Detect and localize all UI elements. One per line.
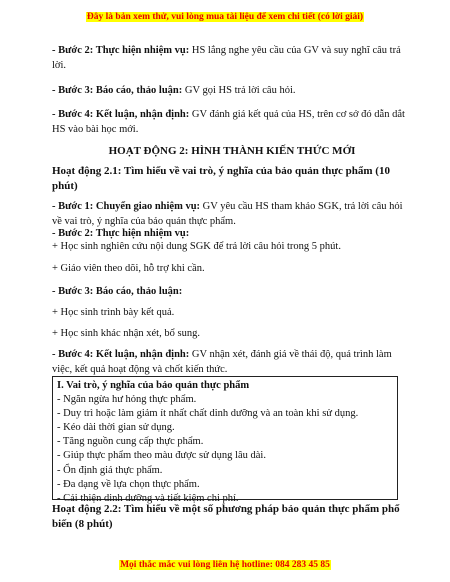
paragraph-step4-intro bbox=[52, 108, 412, 137]
footer-notice bbox=[0, 560, 450, 570]
step-label: - Bước 4: Kết luận, nhận định: bbox=[52, 349, 190, 360]
step-text: GV gọi HS trả lời câu hỏi. bbox=[182, 85, 296, 96]
step-label: - Bước 1: Chuyển giao nhiệm vụ: bbox=[52, 201, 201, 212]
summary-box-title: I. Vai trò, ý nghĩa của bảo quản thực phẩm bbox=[57, 380, 250, 391]
list-item: - Tăng nguồn cung cấp thực phẩm. bbox=[57, 436, 204, 448]
paragraph-step4 bbox=[52, 348, 412, 377]
header-notice bbox=[0, 12, 450, 22]
list-item: - Ngăn ngừa hư hỏng thực phẩm. bbox=[57, 394, 197, 406]
list-item: - Kéo dài thời gian sử dụng. bbox=[57, 422, 175, 434]
summary-box bbox=[52, 376, 398, 504]
list-item: - Đa dạng về lựa chọn thực phẩm. bbox=[57, 478, 200, 490]
list-item: - Giúp thực phẩm theo màu được sử dụng lâu dài. bbox=[57, 450, 266, 462]
step-text: GV đánh giá kết quả của HS, trên cơ sở đó dẫn dắt HS vào bài học mới. bbox=[52, 109, 405, 135]
step2-student-line: + Học sinh nghiên cứu nội dung SGK để trả lời câu hỏi trong 5 phút. bbox=[52, 241, 341, 252]
step2-teacher-line: + Giáo viên theo dõi, hỗ trợ khi cần. bbox=[52, 263, 205, 274]
activity-2-1-heading: Hoạt động 2.1: Tìm hiểu về vai trò, ý nghĩa của bảo quản thực phẩm (10 phút) bbox=[52, 165, 390, 192]
list-item: - Cải thiện dinh dưỡng và tiết kiệm chi phí. bbox=[57, 492, 239, 504]
step-text: GV yêu cầu HS tham khảo SGK, trả lời câu hỏi về vai trò, ý nghĩa của bảo quản thực phẩm. bbox=[52, 201, 403, 227]
header-notice-text: Đây là bản xem thử, vui lòng mua tài liệu để xem chi tiết (có lời giải) bbox=[86, 12, 364, 22]
footer-notice-text: Mọi thắc mắc vui lòng liên hệ hotline: 084 283 45 85 bbox=[120, 560, 330, 570]
list-item: - Ổn định giá thực phẩm. bbox=[57, 464, 163, 476]
activity-2-2-heading: Hoạt động 2.2: Tìm hiểu về một số phương pháp bảo quản thực phẩm phổ biến (8 phút) bbox=[52, 503, 400, 530]
paragraph-step1 bbox=[52, 200, 412, 229]
step-label: - Bước 3: Báo cáo, thảo luận: bbox=[52, 85, 183, 96]
section-title: HOẠT ĐỘNG 2: HÌNH THÀNH KIẾN THỨC MỚI bbox=[108, 145, 356, 157]
step-label: - Bước 2: Thực hiện nhiệm vụ: bbox=[52, 45, 190, 56]
step3-heading: - Bước 3: Báo cáo, thảo luận: bbox=[52, 286, 183, 297]
step-label: - Bước 4: Kết luận, nhận định: bbox=[52, 109, 190, 120]
step-text: GV nhận xét, đánh giá về thái độ, quá trình làm việc, kết quả hoạt động và chốt kiến thức. bbox=[52, 349, 392, 375]
paragraph-step2-intro bbox=[52, 44, 412, 73]
step3-line-2: + Học sinh khác nhận xét, bổ sung. bbox=[52, 328, 200, 339]
step2-heading: - Bước 2: Thực hiện nhiệm vụ: bbox=[52, 228, 190, 239]
step-text: HS lắng nghe yêu cầu của GV và suy nghĩ câu trả lời. bbox=[52, 45, 401, 71]
paragraph-step3-intro bbox=[52, 84, 412, 99]
list-item: - Duy trì hoặc làm giảm ít nhất chất dinh dưỡng và an toàn khi sử dụng. bbox=[57, 408, 359, 420]
step3-line-1: + Học sinh trình bày kết quả. bbox=[52, 307, 175, 318]
